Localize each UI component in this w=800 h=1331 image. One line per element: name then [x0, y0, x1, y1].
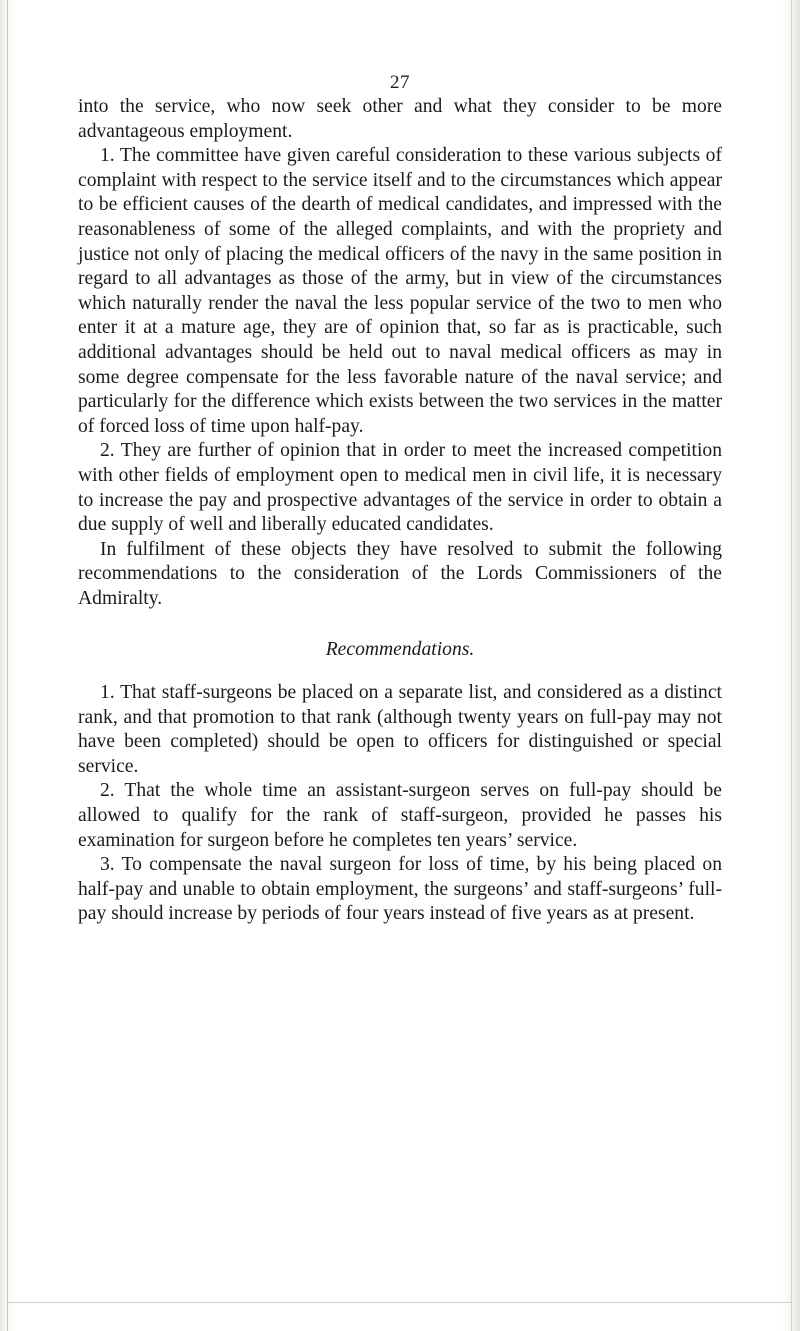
body-text	[78, 95, 722, 927]
paragraph-resolution: In fulfilment of these objects they have resolved to submit the following recommendations to the consideration of the Lords Commissioners of the Admiralty.	[78, 538, 722, 609]
paragraph-1: 1. The committee have given careful consideration to these various subjects of complaint with respect to the service itself and to the circumstances which appear to be efficient causes of the dearth of medical candidates, and impressed with the reasonableness of some of the alleged complaints, and with the propriety and justice not only of placing the medical officers of the navy in the same position in regard to all advantages as those of the army, but in view of the circumstances which naturally render the naval the less popular service of the two to men who enter it at a mature age, they are of opinion that, so far as is practicable, such additional advantages should be held out to naval medical officers as may in some degree compensate for the less favorable nature of the naval service; and particularly for the difference which exists between the two services in the matter of forced loss of time upon half-pay.	[78, 145, 722, 437]
recommendation-3: 3. To compensate the naval surgeon for loss of time, by his being placed on half-pay and unable to obtain employment, the surgeons’ and staff-surgeons’ full-pay should increase by periods of four years instead of five years as at present.	[78, 854, 722, 925]
recommendation-1: 1. That staff-surgeons be placed on a separate list, and considered as a distinct rank, and that promotion to that rank (although twenty years on full-pay may not have been completed) should be open to officers for distinguished or special service.	[78, 682, 722, 777]
page-bottom-rule	[8, 1302, 792, 1303]
page-spine-shadow	[7, 0, 8, 1331]
paragraph-continuation: into the service, who now seek other and what they consider to be more advantageous employment.	[78, 96, 722, 142]
section-heading: Recommendations.	[325, 639, 475, 661]
page-edge-shadow	[791, 0, 792, 1331]
page-number: 27	[390, 72, 410, 93]
paragraph-2: 2. They are further of opinion that in order to meet the increased competition with other fields of employment open to medical men in civil life, it is necessary to increase the pay and prospective advantages of the service in order to obtain a due supply of well and liberally educated candidates.	[78, 440, 722, 536]
recommendation-2: 2. That the whole time an assistant-surgeon serves on full-pay should be allowed to qualify for the rank of staff-surgeon, provided he passes his examination for surgeon before he completes ten years’ service.	[78, 780, 722, 851]
